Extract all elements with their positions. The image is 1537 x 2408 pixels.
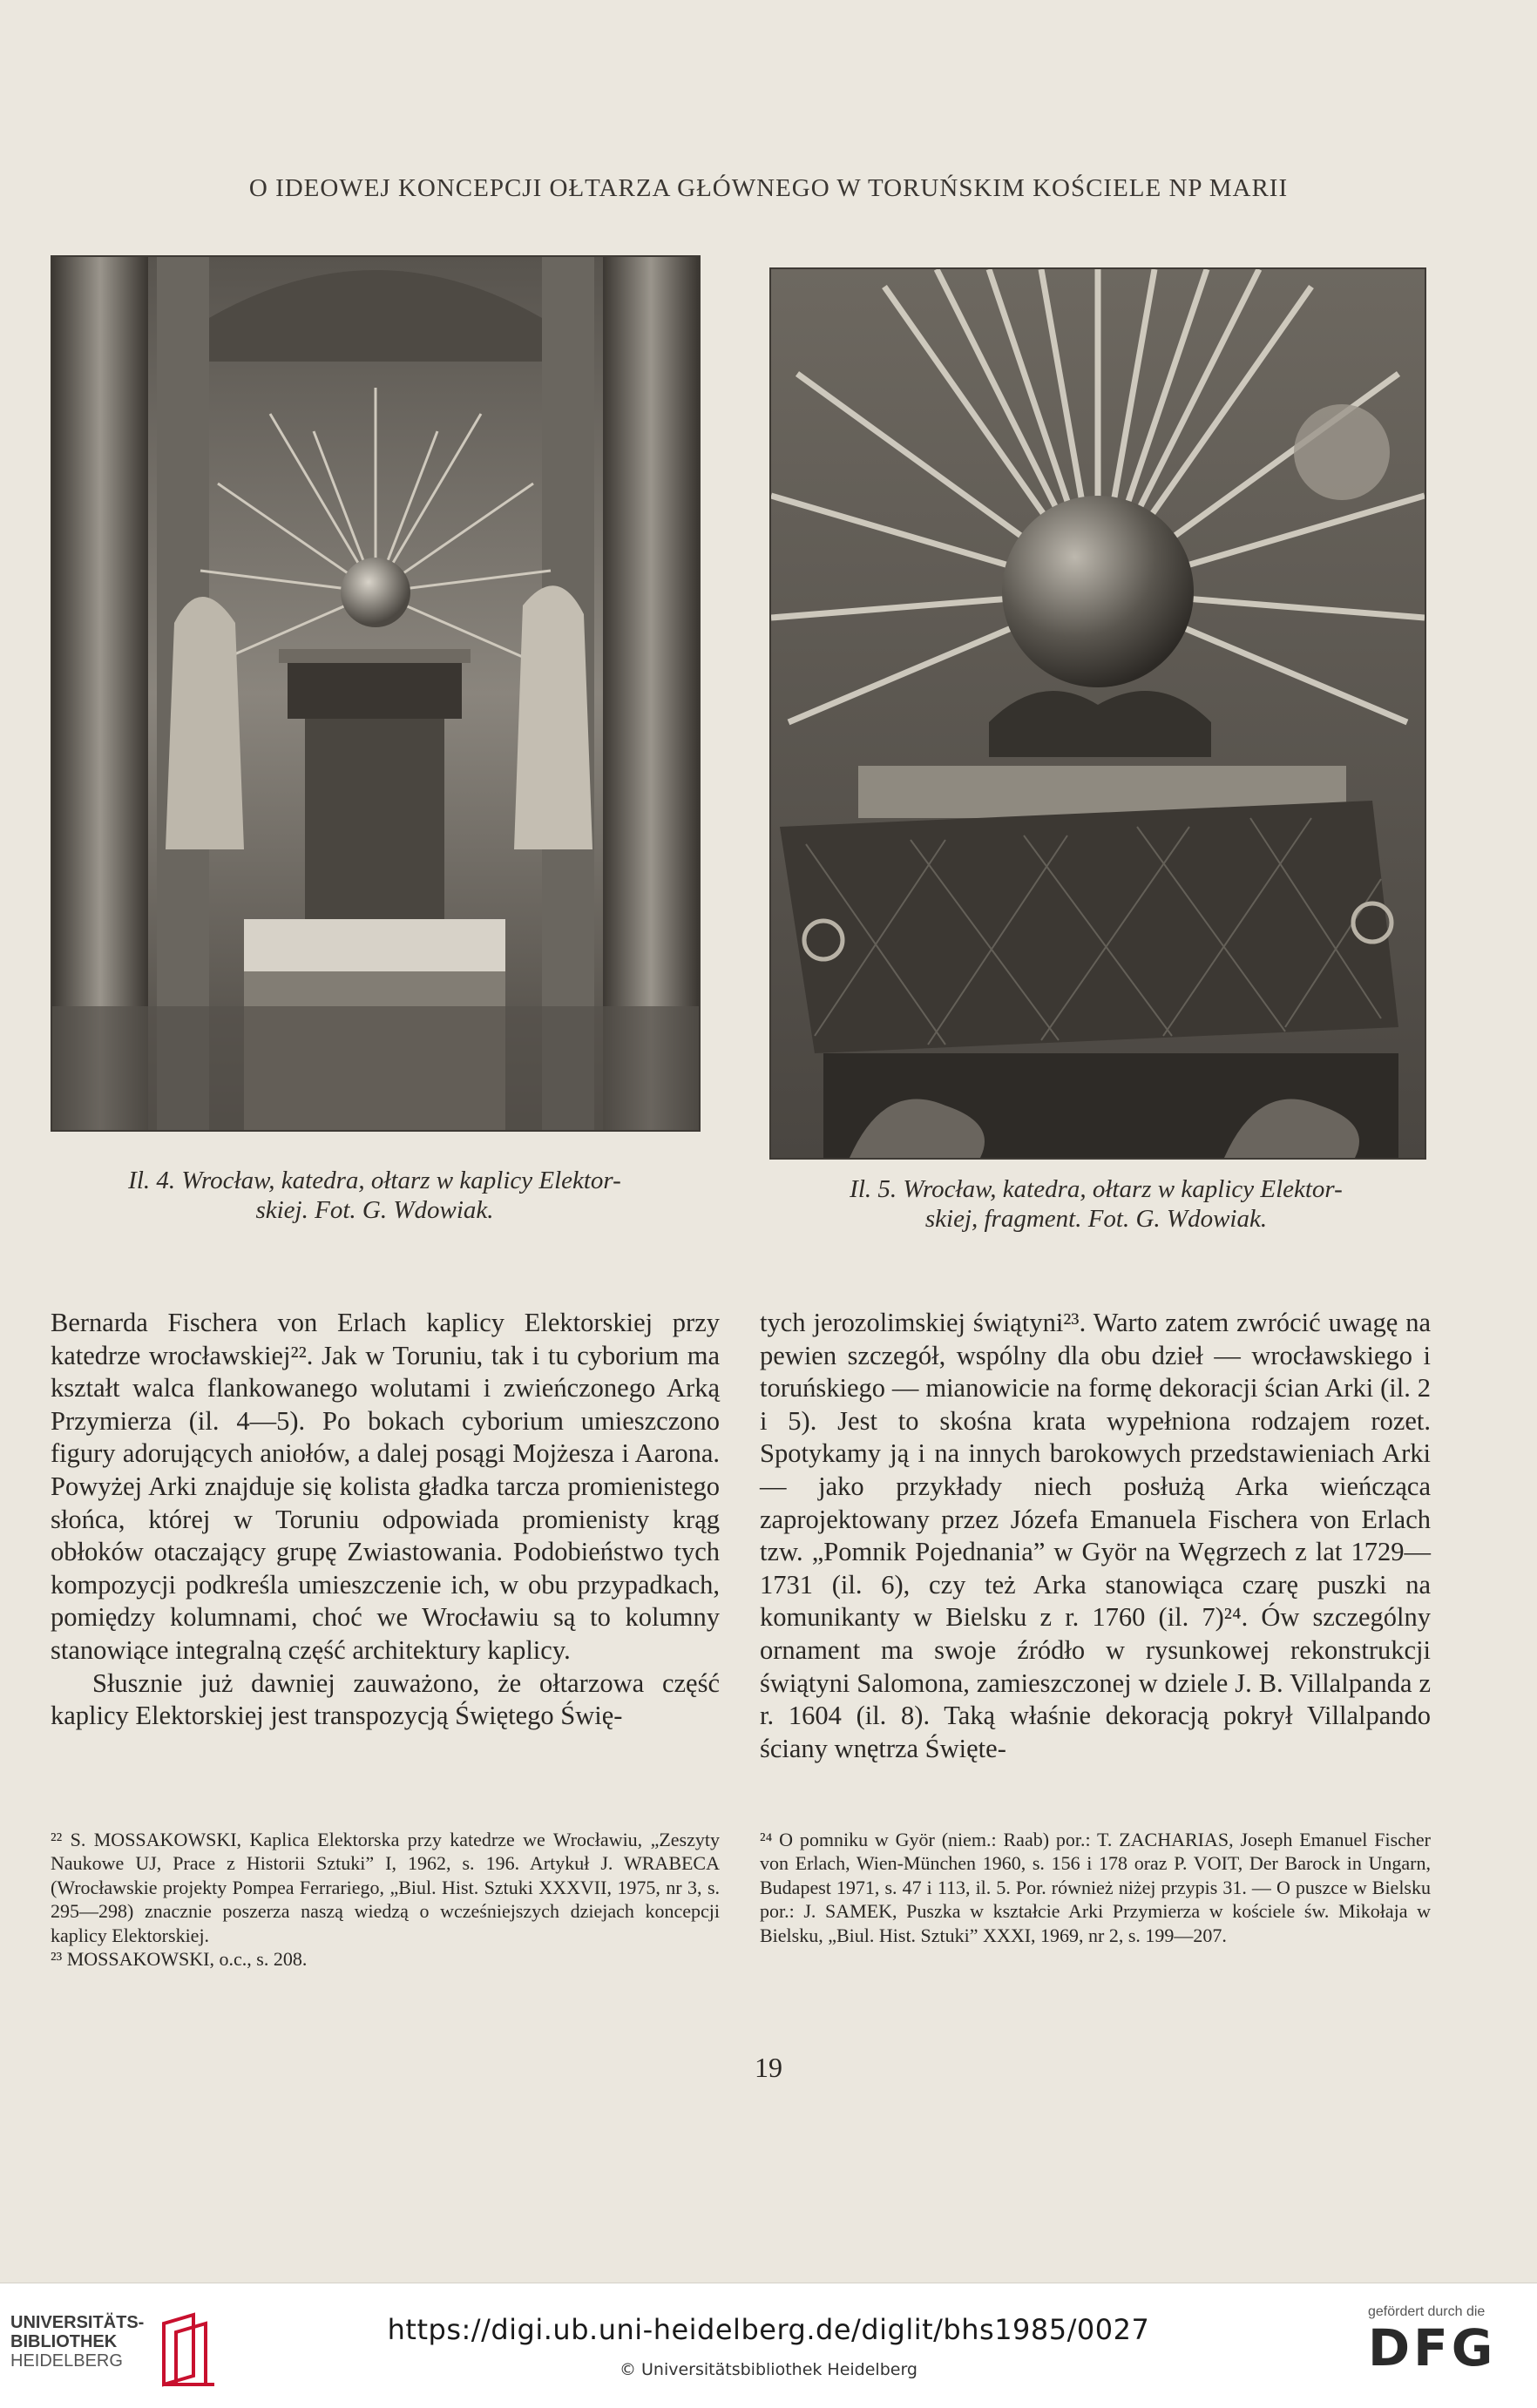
figure-4-altar-photo: [51, 255, 701, 1132]
footnotes-left: [51, 1828, 720, 1971]
footnote-23: ²³ MOSSAKOWSKI, o.c., s. 208.: [51, 1948, 308, 1971]
running-header: O IDEOWEJ KONCEPCJI OŁTARZA GŁÓWNEGO W TORUŃSKIM KOŚCIELE NP MARII: [248, 174, 1289, 202]
dfg-wordmark: DFG: [1368, 2318, 1497, 2378]
library-name-line: BIBLIOTHEK: [10, 2332, 118, 2351]
funded-by-label: gefördert durch die: [1368, 2304, 1486, 2319]
page-number: 19: [755, 2052, 782, 2083]
caption-line: Il. 4. Wrocław, katedra, ołtarz w kaplicy Elektor-: [128, 1167, 621, 1194]
permalink-url[interactable]: https://digi.ub.uni-heidelberg.de/diglit/bhs1985/0027: [387, 2313, 1150, 2346]
footnote-22: ²² S. MOSSAKOWSKI, Kaplica Elektorska przy katedrze we Wrocławiu, „Zeszyty Naukowe UJ, Prace z Historii Sztuki” I, 1962, s. 196. Artykuł J. WRABECA (Wrocławskie projekty Pompea Ferrariego, „Biul. Hist. Sztuki XXXVII, 1975, nr 3, s. 295—298) znacznie poszerza naszą wiedzą o wcześniejszych dziejach koncepcji kaplicy Elektorskiej.: [51, 1829, 720, 1946]
digitization-footer: [0, 2283, 1537, 2408]
body-paragraph: Słusznie już dawniej zauważono, że ołtarzowa część kaplicy Elektorskiej jest transpozycją Świętego Świę-: [51, 1667, 720, 1731]
body-paragraph: tych jerozolimskiej świątyni²³. Warto zatem zwrócić uwagę na pewien szczegół, wspólny dla obu dzieł — wrocławskiego i toruńskiego — mianowicie na formę dekoracji ścian Arki (il. 2 i 5). Jest to skośna krata wypełniona rodzajem rozet. Spotykamy ją i na innych barokowych przedstawieniach Arki — jako przykłady niech posłużą Arka wieńcząca zaprojektowany przez Józefa Emanuela Fischera von Erlach tzw. „Pomnik Pojednania” w Györ na Węgrzech z lat 1729—1731 (il. 6), czy też Arka stanowiąca czarę puszki na komunikanty w Bielsku z r. 1760 (il. 7)²⁴. Ów szczególny ornament ma swoje źródło w rysunkowej rekonstrukcji świątyni Salomona, zamieszczonej w dziele J. B. Villalpanda z r. 1604 (il. 8). Taką właśnie dekoracją pokrył Villalpando ściany wnętrza Święte-: [760, 1308, 1431, 1763]
footnote-24: ²⁴ O pomniku w Györ (niem.: Raab) por.: T. ZACHARIAS, Joseph Emanuel Fischer von Erlach, Wien-München 1960, s. 156 i 178 oraz P. VOIT, Der Barock in Ungarn, Budapest 1971, s. 47 i 113, il. 5. Por. również niżej przypis 31. — O puszce w Bielsku por.: J. SAMEK, Puszka w kształcie Arki Przymierza w kościele św. Mikołaja w Bielsku, „Biul. Hist. Sztuki” XXXI, 1969, nr 2, s. 199—207.: [760, 1829, 1431, 1946]
body-paragraph: Bernarda Fischera von Erlach kaplicy Elektorskiej przy katedrze wrocławskiej²². Jak w Toruniu, tak i tu cyborium ma kształt walca flankowanego wolutami i zwieńczonego Arką Przymierza (il. 4—5). Po bokach cyborium umieszczono figury adorujących aniołów, a dalej posągi Mojżesza i Aarona. Powyżej Arki znajduje się kolista gładka tarcza promienistego słońca, której w Toruniu odpowiada promienisty krąg obłoków otaczający grupę Zwiastowania. Podobieństwo tych kompozycji podkreśla umieszczenie ich, w obu przypadkach, pomiędzy kolumnami, choć we Wrocławiu są to kolumny stanowiące integralną część architektury kaplicy.: [51, 1308, 720, 1665]
caption-line: Il. 5. Wrocław, katedra, ołtarz w kaplicy Elektor-: [850, 1175, 1343, 1203]
figure-4-caption: [52, 1166, 697, 1225]
dfg-logo[interactable]: [1368, 2304, 1525, 2376]
body-column-left: [51, 1307, 720, 1733]
library-name-line: UNIVERSITÄTS-: [10, 2313, 145, 2332]
figure-5-ark-detail-photo: [769, 267, 1426, 1160]
caption-line: skiej. Fot. G. Wdowiak.: [255, 1196, 494, 1224]
body-column-right: [760, 1307, 1431, 1765]
figure-5-caption: [767, 1174, 1425, 1234]
caption-line: skiej, fragment. Fot. G. Wdowiak.: [924, 1205, 1268, 1233]
footnotes-right: [760, 1828, 1431, 1947]
copyright-notice: © Universitätsbibliothek Heidelberg: [619, 2360, 917, 2379]
library-name-line: HEIDELBERG: [10, 2351, 123, 2371]
